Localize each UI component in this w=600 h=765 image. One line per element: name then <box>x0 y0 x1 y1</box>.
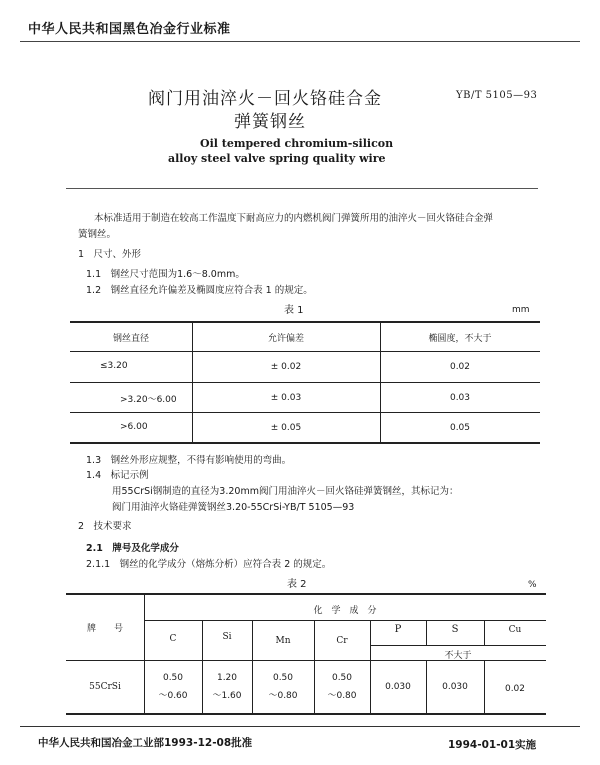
table1-caption: 表 1 <box>284 305 304 316</box>
table1-row1-ovality: 0.02 <box>449 362 471 372</box>
table2-element-s: S <box>451 624 459 635</box>
table2-mn-min: 0.50 <box>272 673 294 683</box>
table1-row2-ovality: 0.03 <box>449 393 471 403</box>
intro-line2: 簧钢丝。 <box>78 229 117 240</box>
table2-c-max: ～0.60 <box>158 691 188 701</box>
table2-element-cr: Cr <box>336 636 348 646</box>
standard-category: 中华人民共和国黑色冶金行业标准 <box>28 22 231 37</box>
table2-element-p: P <box>394 624 402 635</box>
title-cn-line1: 阀门用油淬火－回火铬硅合金 <box>148 89 382 109</box>
section1-heading: 1 尺寸、外形 <box>78 249 142 260</box>
table2-grade-header: 牌 号 <box>86 624 123 634</box>
table2-cr-max: ～0.80 <box>327 691 357 701</box>
table2-element-mn: Mn <box>275 636 291 646</box>
header-rule <box>20 41 580 42</box>
section2-heading: 2 技术要求 <box>78 521 132 532</box>
table2-c-min: 0.50 <box>162 673 184 683</box>
table2-grade: 55CrSi <box>89 682 121 692</box>
effective-date: 1994-01-01实施 <box>448 739 537 751</box>
table1-row2-tolerance: ± 0.03 <box>270 393 302 403</box>
table1-row1-diameter: ≤3.20 <box>100 361 128 371</box>
table2-element-cu: Cu <box>508 625 522 635</box>
table2-unit: % <box>528 580 537 590</box>
item-1-2: 1.2 钢丝直径允许偏差及椭圆度应符合表 1 的规定。 <box>86 285 313 296</box>
table1-row3-diameter: >6.00 <box>120 422 148 432</box>
table2-element-si: Si <box>222 632 232 642</box>
table1-row2-diameter: >3.20～6.00 <box>120 395 177 405</box>
item-2-1-1: 2.1.1 钢丝的化学成分（熔炼分析）应符合表 2 的规定。 <box>86 559 332 570</box>
table2-p-value: 0.030 <box>385 682 411 692</box>
item-2-1: 2.1 牌号及化学成分 <box>86 543 179 554</box>
item-1-1: 1.1 钢丝尺寸范围为1.6～8.0mm。 <box>86 269 245 280</box>
table2-cr-min: 0.50 <box>331 673 353 683</box>
table1-header-ovality: 椭圆度，不大于 <box>428 334 492 344</box>
item-1-3: 1.3 钢丝外形应规整，不得有影响使用的弯曲。 <box>86 455 292 466</box>
table2-si-max: ～1.60 <box>212 691 242 701</box>
table2-si-min: 1.20 <box>216 673 238 683</box>
table2-composition-header: 化 学 成 分 <box>313 606 377 616</box>
standard-code: YB/T 5105—93 <box>456 90 538 101</box>
table1-header-diameter: 钢丝直径 <box>112 334 149 344</box>
title-rule <box>66 188 538 189</box>
table2-s-value: 0.030 <box>442 682 468 692</box>
table2-mn-max: ～0.80 <box>268 691 298 701</box>
marking-example-line1: 用55CrSi钢制造的直径为3.20mm阀门用油淬火－回火铬硅弹簧钢丝，其标记为： <box>112 486 459 497</box>
table1-row3-ovality: 0.05 <box>449 423 471 433</box>
table2-cu-value: 0.02 <box>504 684 526 694</box>
table1-row1-tolerance: ± 0.02 <box>270 362 302 372</box>
table1-unit: mm <box>512 305 530 315</box>
footer-rule <box>20 726 580 727</box>
intro-line1: 本标准适用于制造在较高工作温度下耐高应力的内燃机阀门弹簧所用的油淬火－回火铬硅合金弹 <box>94 213 494 224</box>
table2-max-note: 不大于 <box>444 651 472 661</box>
approval-line: 中华人民共和国冶金工业部1993-12-08批准 <box>38 737 253 749</box>
table1-header-tolerance: 允许偏差 <box>267 334 304 344</box>
marking-example-line2: 阀门用油淬火铬硅弹簧钢丝3.20-55CrSi-YB/T 5105—93 <box>112 502 355 513</box>
table1-row3-tolerance: ± 0.05 <box>270 423 302 433</box>
title-cn-line2: 弹簧钢丝 <box>234 112 306 132</box>
item-1-4: 1.4 标记示例 <box>86 470 149 481</box>
table2-element-c: C <box>169 634 177 644</box>
table2-caption: 表 2 <box>287 579 307 590</box>
title-en-line1: Oil tempered chromium-silicon <box>200 137 394 150</box>
title-en-line2: alloy steel valve spring quality wire <box>168 152 386 165</box>
